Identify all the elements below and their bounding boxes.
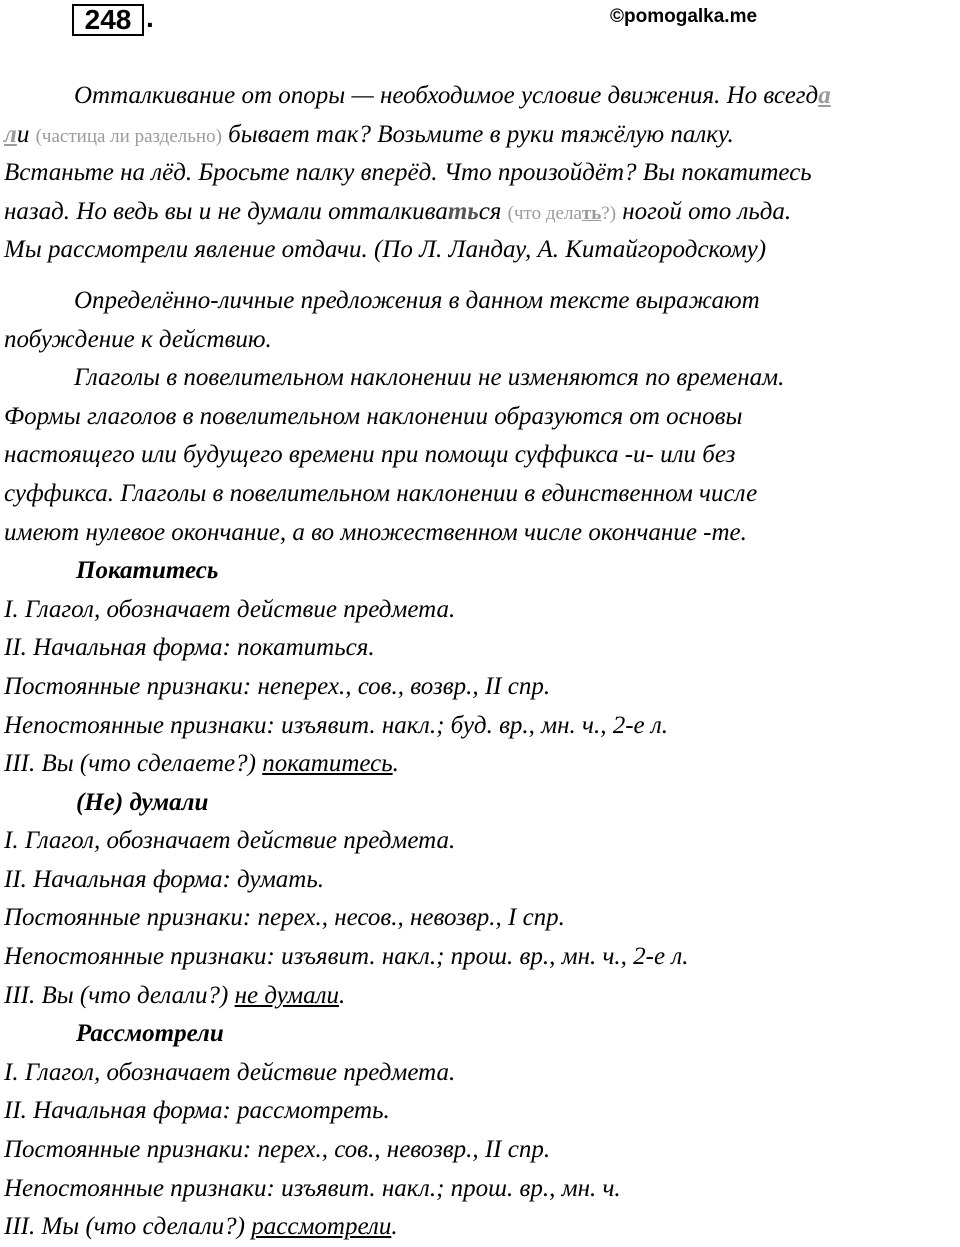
- note-line: побуждение к действию.: [4, 325, 272, 353]
- analysis-line: Постоянные признаки: перех., сов., невозвр., II спр.: [4, 1136, 551, 1164]
- analysis-line: Постоянные признаки: перех., несов., невозвр., I спр.: [4, 904, 565, 932]
- underlined-verb: не думали: [234, 981, 339, 1009]
- analysis-line: III. Вы (что делали?) не думали.: [4, 981, 346, 1009]
- analysis-line: II. Начальная форма: рассмотреть.: [4, 1097, 390, 1125]
- analysis-title: (Не) думали: [76, 788, 209, 816]
- highlight-letter: а: [818, 82, 831, 109]
- exercise-content: [4, 77, 954, 1247]
- analysis-line: III. Мы (что сделали?) рассмотрели.: [4, 1213, 398, 1241]
- analysis-title: Рассмотрели: [76, 1020, 224, 1048]
- analysis-line: Непостоянные признаки: изъявит. накл.; прош. вр., мн. ч., 2-е л.: [4, 943, 689, 971]
- analysis-line: Непостоянные признаки: изъявит. накл.; прош. вр., мн. ч.: [4, 1174, 621, 1202]
- note-line: Глаголы в повелительном наклонении не изменяются по временам.: [74, 364, 785, 392]
- note-line: Определённо-личные предложения в данном тексте выражают: [74, 286, 760, 314]
- note-line: суффикса. Глаголы в повелительном наклонении в единственном числе: [4, 479, 758, 507]
- analysis-line: Непостоянные признаки: изъявит. накл.; буд. вр., мн. ч., 2-е л.: [4, 711, 669, 739]
- text-line: Отталкивание от опоры — необходимое условие движения. Но всегда: [74, 82, 831, 109]
- text-line: ли (частица ли раздельно) бывает так? Возьмите в руки тяжёлую палку.: [4, 120, 734, 148]
- analysis-line: III. Вы (что сделаете?) покатитесь.: [4, 750, 399, 778]
- exercise-text: [4, 77, 954, 270]
- exercise-number-dot: .: [146, 2, 154, 33]
- text-line: Мы рассмотрели явление отдачи. (По Л. Ландау, А. Китайгородскому): [4, 236, 767, 264]
- site-watermark: ©pomogalka.me: [610, 6, 758, 27]
- verb-analysis-1: [4, 552, 954, 784]
- text-line: назад. Но ведь вы и не думали отталкиваться (что делать?) ногой ото льда.: [4, 197, 792, 225]
- note-line: настоящего или будущего времени при помощи суффикса -и- или без: [4, 441, 736, 469]
- note-line: имеют нулевое окончание, а во множественном числе окончание -те.: [4, 518, 747, 546]
- analysis-line: Постоянные признаки: неперех., сов., возвр., II спр.: [4, 672, 551, 700]
- highlight-letter: л: [4, 120, 17, 148]
- verb-analysis-3: [4, 1015, 954, 1247]
- text-line: Встаньте на лёд. Бросьте палку вперёд. Что произойдёт? Вы покатитесь: [4, 159, 812, 187]
- analysis-line: I. Глагол, обозначает действие предмета.: [4, 827, 456, 855]
- analysis-line: II. Начальная форма: покатиться.: [4, 634, 375, 662]
- underlined-verb: покатитесь: [262, 750, 393, 778]
- highlight-ending: ть: [447, 197, 479, 225]
- spelling-note: (частица ли раздельно): [35, 125, 222, 147]
- verb-analysis-2: [4, 784, 954, 1016]
- analysis-line: II. Начальная форма: думать.: [4, 865, 324, 893]
- grammar-notes: [4, 282, 954, 552]
- analysis-title: Покатитесь: [76, 557, 219, 585]
- note-line: Формы глаголов в повелительном наклонении образуются от основы: [4, 402, 743, 430]
- analysis-line: I. Глагол, обозначает действие предмета.: [4, 1058, 456, 1086]
- underlined-verb: рассмотрели: [251, 1213, 392, 1241]
- spelling-note: (что делать?): [507, 202, 617, 224]
- exercise-number: 248: [72, 4, 144, 36]
- analysis-line: I. Глагол, обозначает действие предмета.: [4, 595, 456, 623]
